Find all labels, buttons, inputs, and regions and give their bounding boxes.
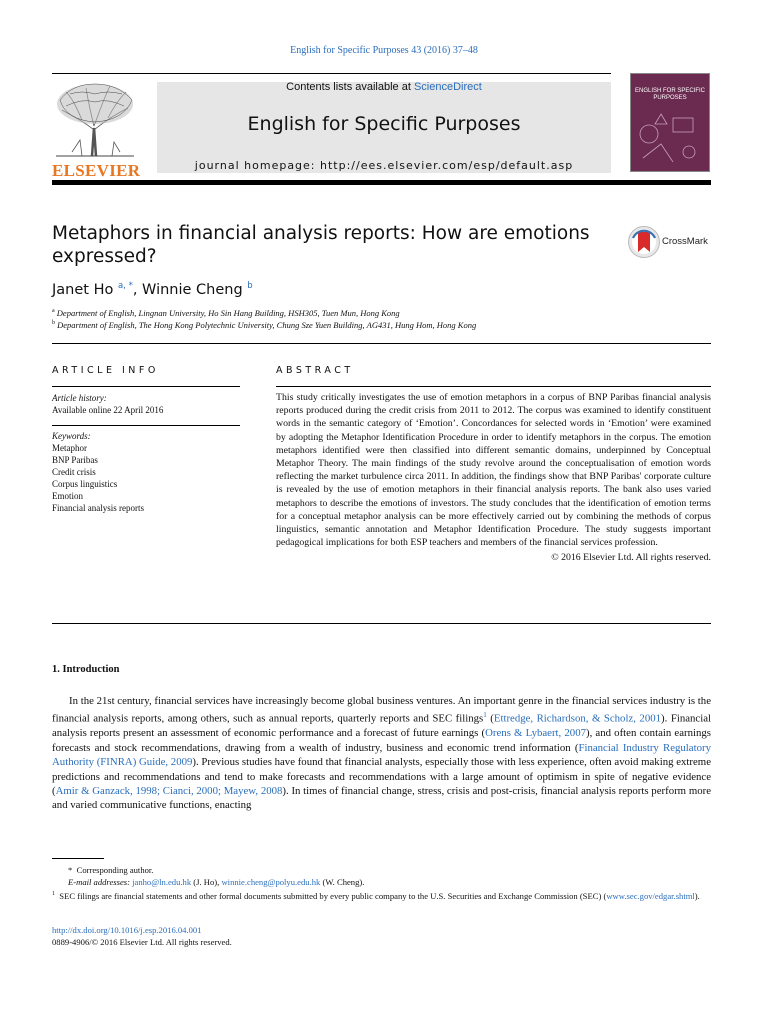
keyword-item: Credit crisis xyxy=(52,467,96,477)
citation-link[interactable]: Financial Industry Regulatory Authority (FINRA) Guide, 2009 xyxy=(52,741,711,769)
affiliation-text: Department of English, The Hong Kong Polytechnic University, Chung Sze Yuen Building, AG431, Hung Hom, Hong Kong xyxy=(57,320,477,330)
article-info-heading: ARTICLE INFO xyxy=(52,365,159,376)
footnote-text: ). xyxy=(694,890,700,901)
introduction-paragraph xyxy=(52,694,711,813)
author-affiliation-mark[interactable]: a, * xyxy=(117,281,133,291)
keyword-item: Financial analysis reports xyxy=(52,503,144,513)
keywords-label: Keywords: xyxy=(52,431,91,441)
intro-text: In the 21st century, financial services have increasingly become global business ventures. An important genre in the financial services industry is the financial analysis reports, among others, such as annual reports, quarterly reports and SEC filings xyxy=(52,695,711,725)
intro-text: ). Previous studies have found that financial analysts, especially those with less experience, often avoid making extreme predictions and recommendations and tend to make forecasts and recommendations with a large amount of optimism in spite of negative evidence ( xyxy=(52,756,711,798)
email-owner: (J. Ho), xyxy=(191,877,222,887)
keywords-rule xyxy=(52,425,240,426)
author-separator: , xyxy=(132,281,143,298)
citation-link[interactable]: Ettredge, Richardson, & Scholz, 2001 xyxy=(493,713,662,725)
citation-link[interactable]: Orens & Lybaert, 2007 xyxy=(485,727,586,740)
affiliation xyxy=(52,308,712,318)
article-history xyxy=(52,392,242,416)
affiliation xyxy=(52,320,712,330)
corresponding-author-note xyxy=(52,864,711,877)
author-name[interactable]: Janet Ho xyxy=(52,281,114,298)
keyword-item: Emotion xyxy=(52,491,83,501)
abstract-rule xyxy=(276,386,711,387)
footnote-rule xyxy=(52,858,104,859)
masthead-top-rule xyxy=(52,73,611,74)
section-divider xyxy=(52,343,711,344)
footnote-text: Corresponding author. xyxy=(76,865,154,875)
cover-title: ENGLISH FOR SPECIFIC PURPOSES xyxy=(634,88,705,101)
footnote-text: SEC filings are financial statements and other formal documents submitted by every public company to the U.S. Securities and Exchange Commission (SEC) ( xyxy=(59,890,607,901)
cover-shapes-icon xyxy=(631,74,710,172)
crossmark-badge[interactable] xyxy=(627,225,713,259)
intro-text: ( xyxy=(486,713,494,725)
abstract-copyright: © 2016 Elsevier Ltd. All rights reserved. xyxy=(551,552,711,564)
footnote-1 xyxy=(52,888,711,902)
email-label: E-mail addresses: xyxy=(68,877,130,887)
keyword-item: Metaphor xyxy=(52,443,87,453)
elsevier-wordmark: ELSEVIER xyxy=(52,161,141,180)
abstract-body xyxy=(276,391,711,565)
masthead-bottom-rule xyxy=(52,180,711,185)
abstract-heading: ABSTRACT xyxy=(276,365,354,376)
elsevier-tree-icon xyxy=(52,80,138,158)
abstract-text: This study critically investigates the use of emotion metaphors in a corpus of BNP Paribas financial analysis reports produced during the credit crisis from 2011 to 2012. The corpus was examined to identify constituent words in the semantic category of ‘Emotion’. Concordances for selected words in ‘Emotion’ were examined by adopting the Metaphor Identification Procedure in order to identify metaphors in the corpus. The emotion metaphors identified were then classified into different semantic domains, underpinned by Conceptual Metaphor Theory. The main findings of the study revolve around the conceptualisation of emotion words reflecting the market turbulence circa 2011. In addition, the findings show that BNP Paribas' corporate culture is revealed by the use of emotion metaphors in their financial analysis reports. The bank also uses varied metaphors to describe the emotions of investors. The study concludes that the identification of emotion terms for a conceptual metaphor analysis can be more effectively carried out by combining the methods of corpus linguistics, semantic annotation and Metaphor Identification Procedure. The study suggests important pedagogical implications for both ESP teachers and members of the financial services profession. xyxy=(276,392,711,549)
history-label: Article history: xyxy=(52,393,107,403)
history-value: Available online 22 April 2016 xyxy=(52,405,164,415)
author-name[interactable]: Winnie Cheng xyxy=(142,281,243,298)
journal-cover-image[interactable] xyxy=(630,73,710,172)
sciencedirect-link[interactable]: ScienceDirect xyxy=(413,81,482,93)
journal-homepage[interactable]: journal homepage: http://ees.elsevier.com/esp/default.asp xyxy=(194,159,574,172)
footnote-mark: * xyxy=(68,865,73,875)
affiliation-text: Department of English, Lingnan University, Ho Sin Hang Building, HSH305, Tuen Mun, Hong Kong xyxy=(56,308,400,318)
footnote-ref[interactable]: 1 xyxy=(483,711,487,720)
email-owner: (W. Cheng). xyxy=(320,877,365,887)
affiliation-mark: a xyxy=(52,308,55,315)
citation-link[interactable]: Amir & Ganzack, 1998; Cianci, 2000; Mayew, 2008 xyxy=(55,785,283,798)
article-title: Metaphors in financial analysis reports: How are emotions expressed? xyxy=(52,223,590,267)
article-info-rule xyxy=(52,386,240,387)
doi-link[interactable]: http://dx.doi.org/10.1016/j.esp.2016.04.001 xyxy=(52,925,202,935)
crossmark-icon xyxy=(627,225,661,259)
elsevier-logo xyxy=(52,80,141,180)
introduction-heading: 1. Introduction xyxy=(52,664,120,675)
email-link[interactable]: janho@ln.edu.hk xyxy=(132,877,192,887)
author-affiliation-mark[interactable]: b xyxy=(247,281,253,291)
email-note xyxy=(52,876,711,889)
author-list xyxy=(52,281,253,298)
intro-text: ). In times of financial change, stress, crisis and post-crisis, financial analysis reports perform more and varied communicative functions, enacting xyxy=(52,785,711,812)
section-divider xyxy=(52,623,711,624)
issn-copyright: 0889-4906/© 2016 Elsevier Ltd. All rights reserved. xyxy=(52,937,232,947)
contents-line xyxy=(157,81,611,93)
crossmark-label: CrossMark xyxy=(662,236,708,247)
sec-link[interactable]: www.sec.gov/edgar.shtml xyxy=(606,890,695,901)
footnote-mark: 1 xyxy=(52,891,55,897)
keywords-block xyxy=(52,430,242,514)
email-link[interactable]: winnie.cheng@polyu.edu.hk xyxy=(221,877,321,887)
journal-citation-link[interactable]: English for Specific Purposes 43 (2016) 37–48 xyxy=(290,45,478,56)
keyword-item: Corpus linguistics xyxy=(52,479,118,489)
journal-title: English for Specific Purposes xyxy=(247,113,521,135)
keyword-item: BNP Paribas xyxy=(52,455,98,465)
affiliation-mark: b xyxy=(52,320,55,327)
contents-prefix: Contents lists available at xyxy=(286,81,414,93)
intro-text: ), and often contain earnings forecasts and stock recommendations, drawing from a wealth of industry, business and economic trend information ( xyxy=(52,727,711,754)
intro-text: ). Financial analysis reports present an assessment of economic performance and a forecast of future earnings ( xyxy=(52,713,711,740)
